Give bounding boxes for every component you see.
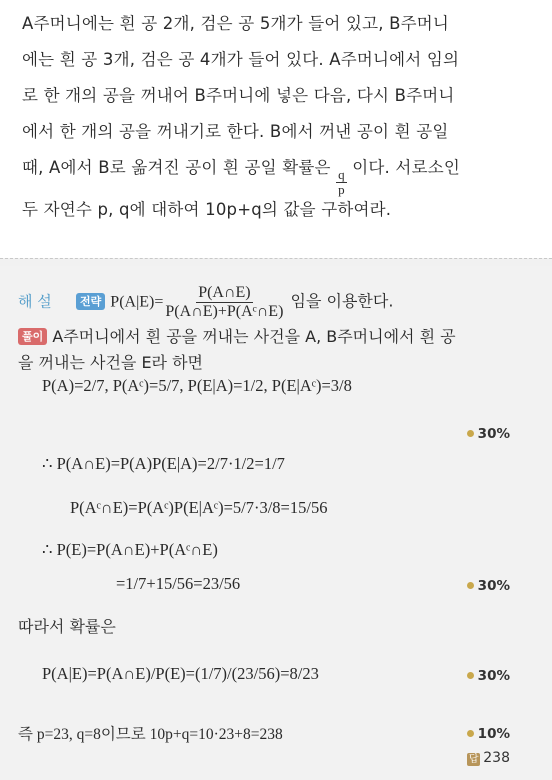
- problem-line-5-text: 때, A에서 B로 옮겨진 공이 흰 공일 확률은: [22, 158, 331, 177]
- solve-tag: 풀이: [18, 328, 47, 345]
- score-dot-icon: [467, 730, 474, 737]
- strategy-denominator: P(A∩E)+P(Aᶜ∩E): [165, 302, 284, 320]
- score-4: [467, 726, 510, 742]
- step-6: P(A|E)=P(A∩E)/P(E)=(1/7)/(23/56)=8/23: [42, 664, 319, 683]
- solve-text-1: A주머니에서 흰 공을 꺼내는 사건을 A, B주머니에서 흰 공: [52, 327, 456, 346]
- score-3: [467, 668, 510, 684]
- therefore-line: 따라서 확률은: [18, 617, 116, 636]
- score-dot-icon: [467, 672, 474, 679]
- solution-label: 해 설: [18, 292, 52, 311]
- solve-line-2: 을 꺼내는 사건을 E라 하면: [18, 353, 204, 372]
- score-dot-icon: [467, 430, 474, 437]
- fraction-numerator: q: [338, 167, 345, 182]
- problem-line-3: 로 한 개의 공을 꺼내어 B주머니에 넣은 다음, 다시 B주머니: [22, 86, 455, 105]
- answer-icon: 답: [468, 754, 479, 765]
- solution-section: [0, 266, 552, 780]
- score-2-value: 30%: [477, 578, 510, 594]
- step-3: P(Aᶜ∩E)=P(Aᶜ)P(E|Aᶜ)=5/7·3/8=15/56: [70, 498, 328, 517]
- answer-value: 238: [483, 750, 510, 766]
- step-5: =1/7+15/56=23/56: [116, 574, 241, 593]
- step-4: ∴ P(E)=P(A∩E)+P(Aᶜ∩E): [42, 540, 218, 559]
- strategy-tag: 전략: [76, 293, 105, 310]
- strategy-suffix: 임을 이용한다.: [290, 291, 394, 311]
- solve-line-1: [18, 324, 456, 347]
- score-dot-icon: [467, 582, 474, 589]
- strategy-fraction: [163, 284, 285, 320]
- problem-section: [0, 0, 552, 258]
- problem-line-6: 두 자연수 p, q에 대하여 10p+q의 값을 구하여라.: [22, 200, 392, 219]
- strategy-lhs: P(A|E)=: [110, 293, 164, 311]
- final-line: 즉 p=23, q=8이므로 10p+q=10·23+8=238: [18, 726, 283, 743]
- problem-line-5: [22, 154, 460, 198]
- answer: [467, 750, 510, 766]
- problem-line-5-tail: 이다. 서로소인: [352, 158, 460, 177]
- score-1: [467, 426, 510, 442]
- score-2: [467, 578, 510, 594]
- strategy-row: [18, 284, 393, 320]
- score-4-value: 10%: [477, 726, 510, 742]
- probability-fraction: [336, 168, 347, 198]
- problem-line-2: 에는 흰 공 3개, 검은 공 4개가 들어 있다. A주머니에서 임의: [22, 50, 460, 69]
- score-3-value: 30%: [477, 668, 510, 684]
- fraction-denominator: p: [338, 182, 345, 198]
- problem-line-4: 에서 한 개의 공을 꺼내기로 한다. B에서 꺼낸 공이 흰 공일: [22, 122, 449, 141]
- strategy-numerator: P(A∩E): [198, 284, 251, 301]
- score-1-value: 30%: [477, 426, 510, 442]
- step-1: P(A)=2/7, P(Aᶜ)=5/7, P(E|A)=1/2, P(E|Aᶜ)=3/8: [42, 376, 352, 395]
- problem-line-1: A주머니에는 흰 공 2개, 검은 공 5개가 들어 있고, B주머니: [22, 14, 450, 33]
- step-2: ∴ P(A∩E)=P(A)P(E|A)=2/7·1/2=1/7: [42, 454, 285, 473]
